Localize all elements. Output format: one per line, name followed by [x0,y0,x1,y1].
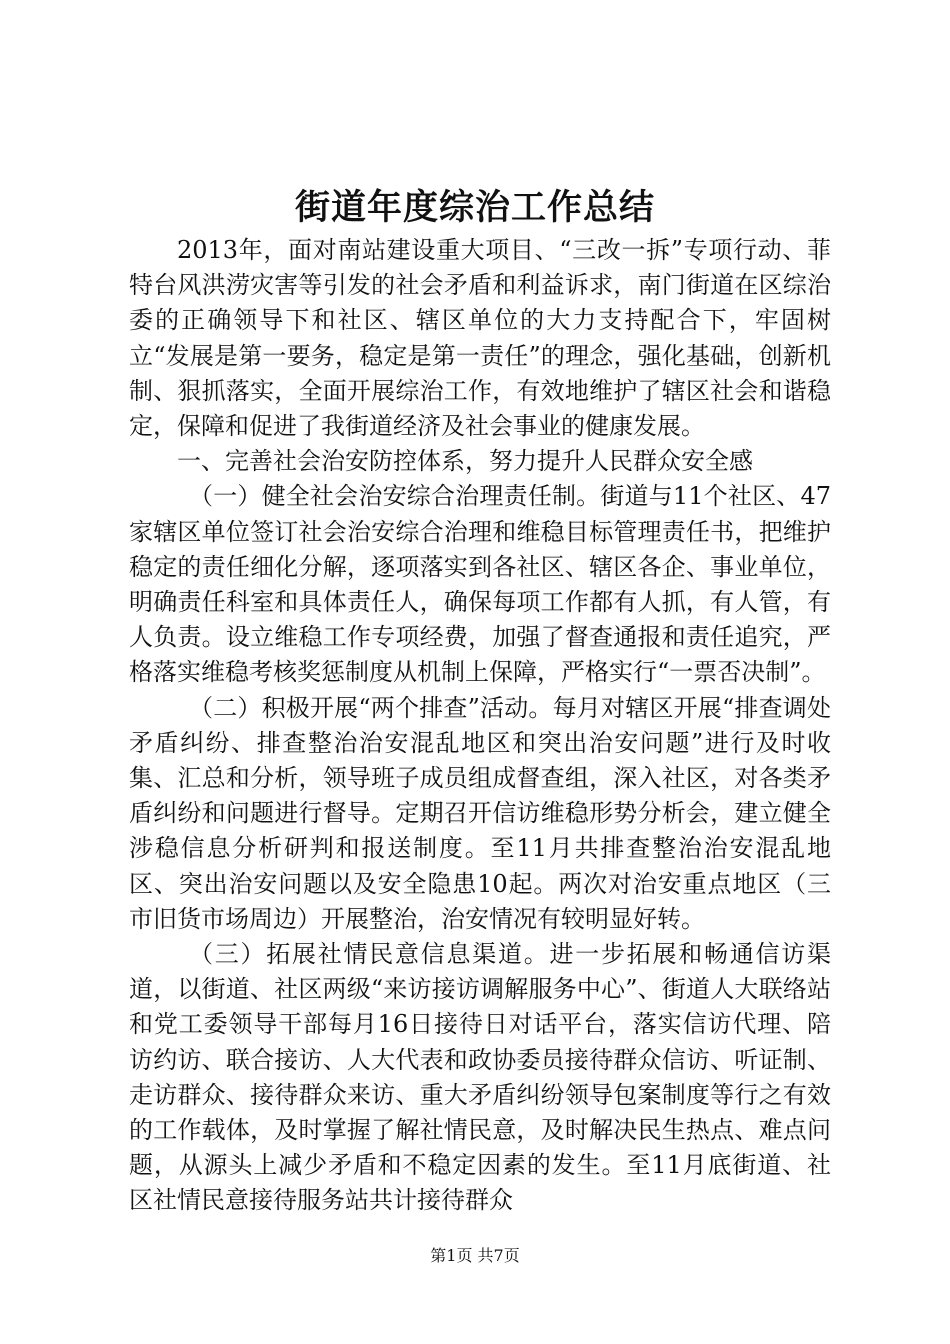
document-title: 街道年度综治工作总结 [294,187,655,228]
page-number-footer: 第1页 共7页 [430,1246,520,1265]
paragraph-item-1: （一）健全社会治安综合治理责任制。街道与11个社区、47家辖区单位签订社会治安综合治理和维稳目标管理责任书，把维护稳定的责任细化分解，逐项落实到各社区、辖区各企、事业单位，明确责任科室和具体责任人，确保每项工作都有人抓，有人管，有人负责。设立维稳工作专项经费，加强了督查通报和责任追究，严格落实维稳考核奖惩制度从机制上保障，严格实行“一票否决制”。 [129,482,831,687]
paragraph-intro: 2013年，面对南站建设重大项目、“三改一拆”专项行动、菲特台风洪涝灾害等引发的社会矛盾和利益诉求，南门街道在区综治委的正确领导下和社区、辖区单位的大力支持配合下，牢固树立“发展是第一要务，稳定是第一责任”的理念，强化基础，创新机制、狠抓落实，全面开展综治工作，有效地维护了辖区社会和谐稳定，保障和促进了我街道经济及社会事业的健康发展。 [129,236,831,441]
paragraph-item-2: （二）积极开展“两个排查”活动。每月对辖区开展“排查调处矛盾纠纷、排查整治治安混乱地区和突出治安问题”进行及时收集、汇总和分析，领导班子成员组成督查组，深入社区，对各类矛盾纠纷和问题进行督导。定期召开信访维稳形势分析会，建立健全涉稳信息分析研判和报送制度。至11月共排查整治治安混乱地区、突出治安问题以及安全隐患10起。两次对治安重点地区（三市旧货市场周边）开展整治，治安情况有较明显好转。 [129,693,831,933]
paragraph-item-3: （三）拓展社情民意信息渠道。进一步拓展和畅通信访渠道，以街道、社区两级“来访接访调解服务中心”、街道人大联络站和党工委领导干部每月16日接待日对话平台，落实信访代理、陪访约访、联合接访、人大代表和政协委员接待群众信访、听证制、走访群众、接待群众来访、重大矛盾纠纷领导包案制度等行之有效的工作载体，及时掌握了解社情民意，及时解决民生热点、难点问题，从源头上减少矛盾和不稳定因素的发生。至11月底街道、社区社情民意接待服务站共计接待群众 [129,940,831,1215]
section-heading-1: 一、完善社会治安防控体系，努力提升人民群众安全感 [177,447,753,476]
document-body [129,233,831,1219]
